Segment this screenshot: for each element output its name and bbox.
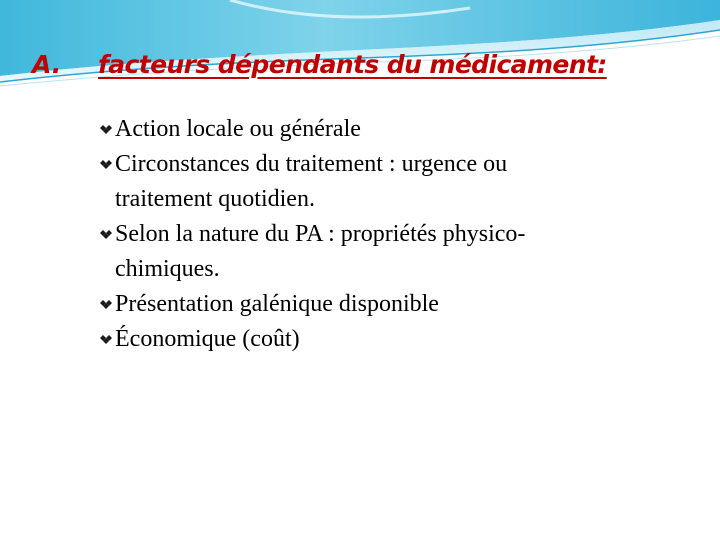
bullet-line: Circonstances du traitement : urgence ou xyxy=(115,151,508,177)
bullet-line-continued: traitement quotidien. xyxy=(115,186,315,212)
bullet-item xyxy=(98,147,658,217)
bullet-line: Selon la nature du PA : propriétés physico- xyxy=(115,221,526,247)
bullet-line-continued: chimiques. xyxy=(115,256,220,282)
bullet-line: Économique (coût) xyxy=(115,326,300,352)
diamond-checker-bullet-icon xyxy=(98,123,115,138)
diamond-checker-bullet-icon xyxy=(98,298,115,313)
bullet-item xyxy=(98,287,658,322)
diamond-checker-bullet-icon xyxy=(98,333,115,348)
diamond-checker-bullet-icon xyxy=(98,158,115,173)
bullet-line: Présentation galénique disponible xyxy=(115,291,439,317)
diamond-checker-bullet-icon xyxy=(98,228,115,243)
bullet-item xyxy=(98,217,658,287)
slide-title xyxy=(32,50,607,90)
bullet-list xyxy=(98,112,658,357)
bullet-item xyxy=(98,322,658,357)
bullet-item xyxy=(98,112,658,147)
title-section-letter: A. xyxy=(32,50,62,79)
title-text: facteurs dépendants du médicament: xyxy=(98,50,607,79)
bullet-line: Action locale ou générale xyxy=(115,116,361,142)
